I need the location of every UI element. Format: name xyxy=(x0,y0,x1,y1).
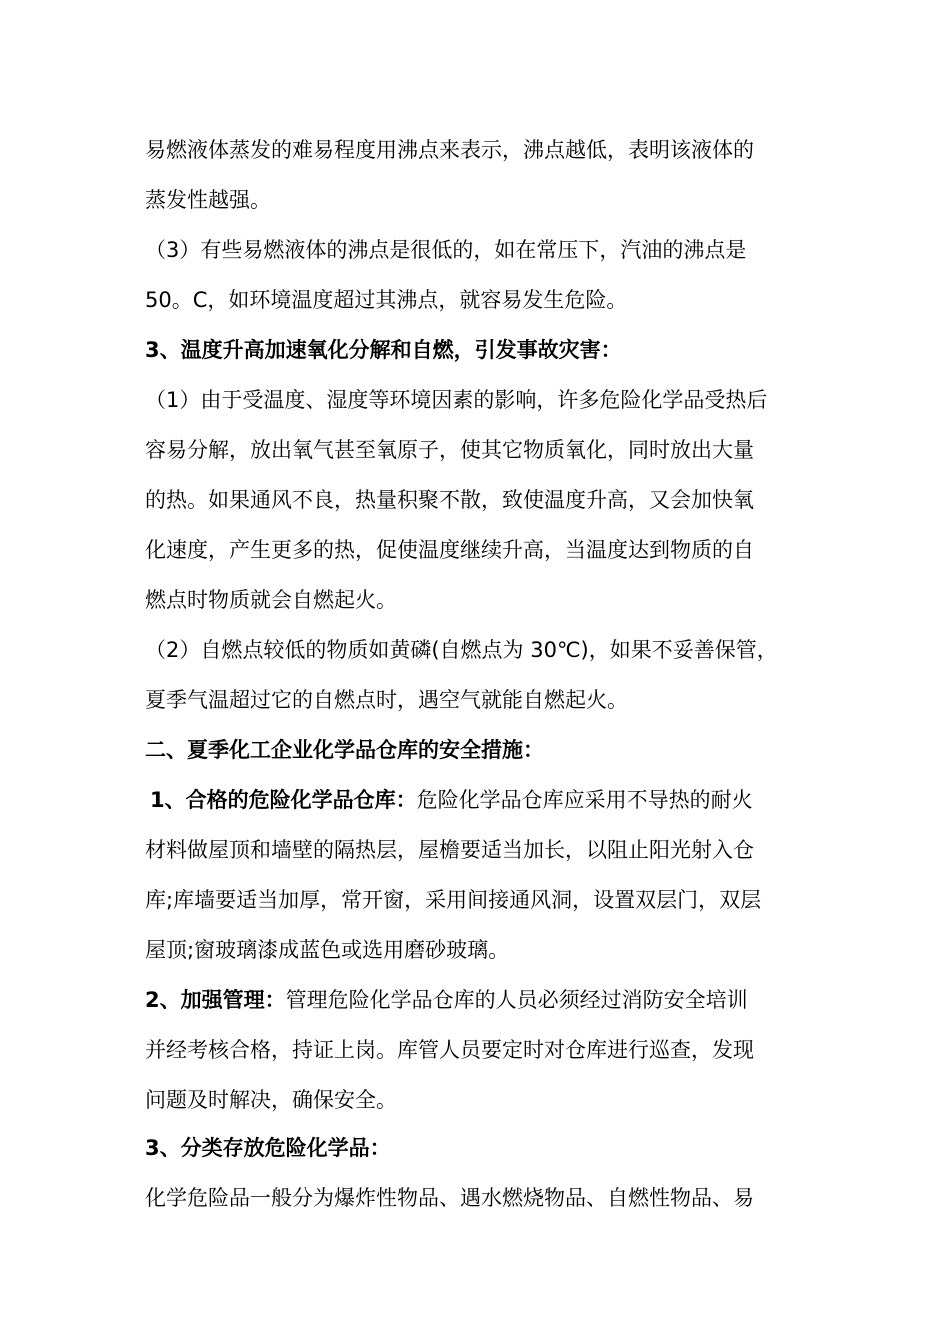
paragraph-line xyxy=(145,935,845,965)
section-heading xyxy=(145,735,845,765)
line-text: 并经考核合格，持证上岗。库管人员要定时对仓库进行巡查，发现 xyxy=(145,1038,754,1062)
line-text: 危险化学品仓库应采用不导热的耐火 xyxy=(416,788,753,812)
paragraph-line xyxy=(145,585,845,615)
line-text: 化速度，产生更多的热，促使温度继续升高，当温度达到物质的自 xyxy=(145,538,754,562)
line-text: 化学危险品一般分为爆炸性物品、遇水燃烧物品、自燃性物品、易 xyxy=(145,1186,754,1210)
section-heading xyxy=(145,1133,845,1163)
paragraph-line xyxy=(145,885,845,915)
paragraph-line xyxy=(145,185,845,215)
line-text: 材料做屋顶和墙壁的隔热层，屋檐要适当加长，以阻止阳光射入仓 xyxy=(145,838,754,862)
line-text: 易燃液体蒸发的难易程度用沸点来表示，沸点越低，表明该液体的 xyxy=(145,138,754,162)
paragraph-line xyxy=(145,435,845,465)
paragraph-line xyxy=(150,785,850,815)
line-text: 管理危险化学品仓库的人员必须经过消防安全培训 xyxy=(285,988,748,1012)
heading-text: 3、温度升高加速氧化分解和自燃，引发事故灾害： xyxy=(145,338,622,362)
line-text: 屋顶;窗玻璃漆成蓝色或选用磨砂玻璃。 xyxy=(145,938,510,962)
line-text: 问题及时解决，确保安全。 xyxy=(145,1088,397,1112)
paragraph-line xyxy=(145,985,845,1015)
paragraph-line xyxy=(145,1085,845,1115)
inline-heading: 2、加强管理： xyxy=(145,988,286,1012)
line-text: 燃点时物质就会自燃起火。 xyxy=(145,588,397,612)
paragraph-line xyxy=(145,135,845,165)
paragraph-line xyxy=(145,685,845,715)
line-text: （2）自燃点较低的物质如黄磷(自燃点为 30℃)，如果不妥善保管， xyxy=(145,638,778,662)
paragraph-line xyxy=(145,1183,845,1213)
paragraph-line xyxy=(145,285,845,315)
line-text: （1）由于受温度、湿度等环境因素的影响，许多危险化学品受热后 xyxy=(145,388,768,412)
line-text: 容易分解，放出氧气甚至氧原子，使其它物质氧化，同时放出大量 xyxy=(145,438,754,462)
line-text: 50。C，如环境温度超过其沸点，就容易发生危险。 xyxy=(145,288,628,312)
line-text: 的热。如果通风不良，热量积聚不散，致使温度升高，又会加快氧 xyxy=(145,488,754,512)
heading-text: 3、分类存放危险化学品： xyxy=(145,1136,391,1160)
inline-heading: 1、合格的危险化学品仓库： xyxy=(150,788,417,812)
paragraph-line xyxy=(145,1035,845,1065)
section-heading xyxy=(145,335,845,365)
paragraph-line xyxy=(145,535,845,565)
line-text: 蒸发性越强。 xyxy=(145,188,271,212)
paragraph-line xyxy=(145,385,845,415)
paragraph-line xyxy=(145,835,845,865)
line-text: 夏季气温超过它的自燃点时，遇空气就能自燃起火。 xyxy=(145,688,628,712)
paragraph-line xyxy=(145,635,845,665)
paragraph-line xyxy=(145,485,845,515)
line-text: 库;库墙要适当加厚，常开窗，采用间接通风洞，设置双层门，双层 xyxy=(145,888,762,912)
heading-text: 二、夏季化工企业化学品仓库的安全措施： xyxy=(145,738,544,762)
line-text: （3）有些易燃液体的沸点是很低的，如在常压下，汽油的沸点是 xyxy=(145,238,747,262)
paragraph-line xyxy=(145,235,845,265)
